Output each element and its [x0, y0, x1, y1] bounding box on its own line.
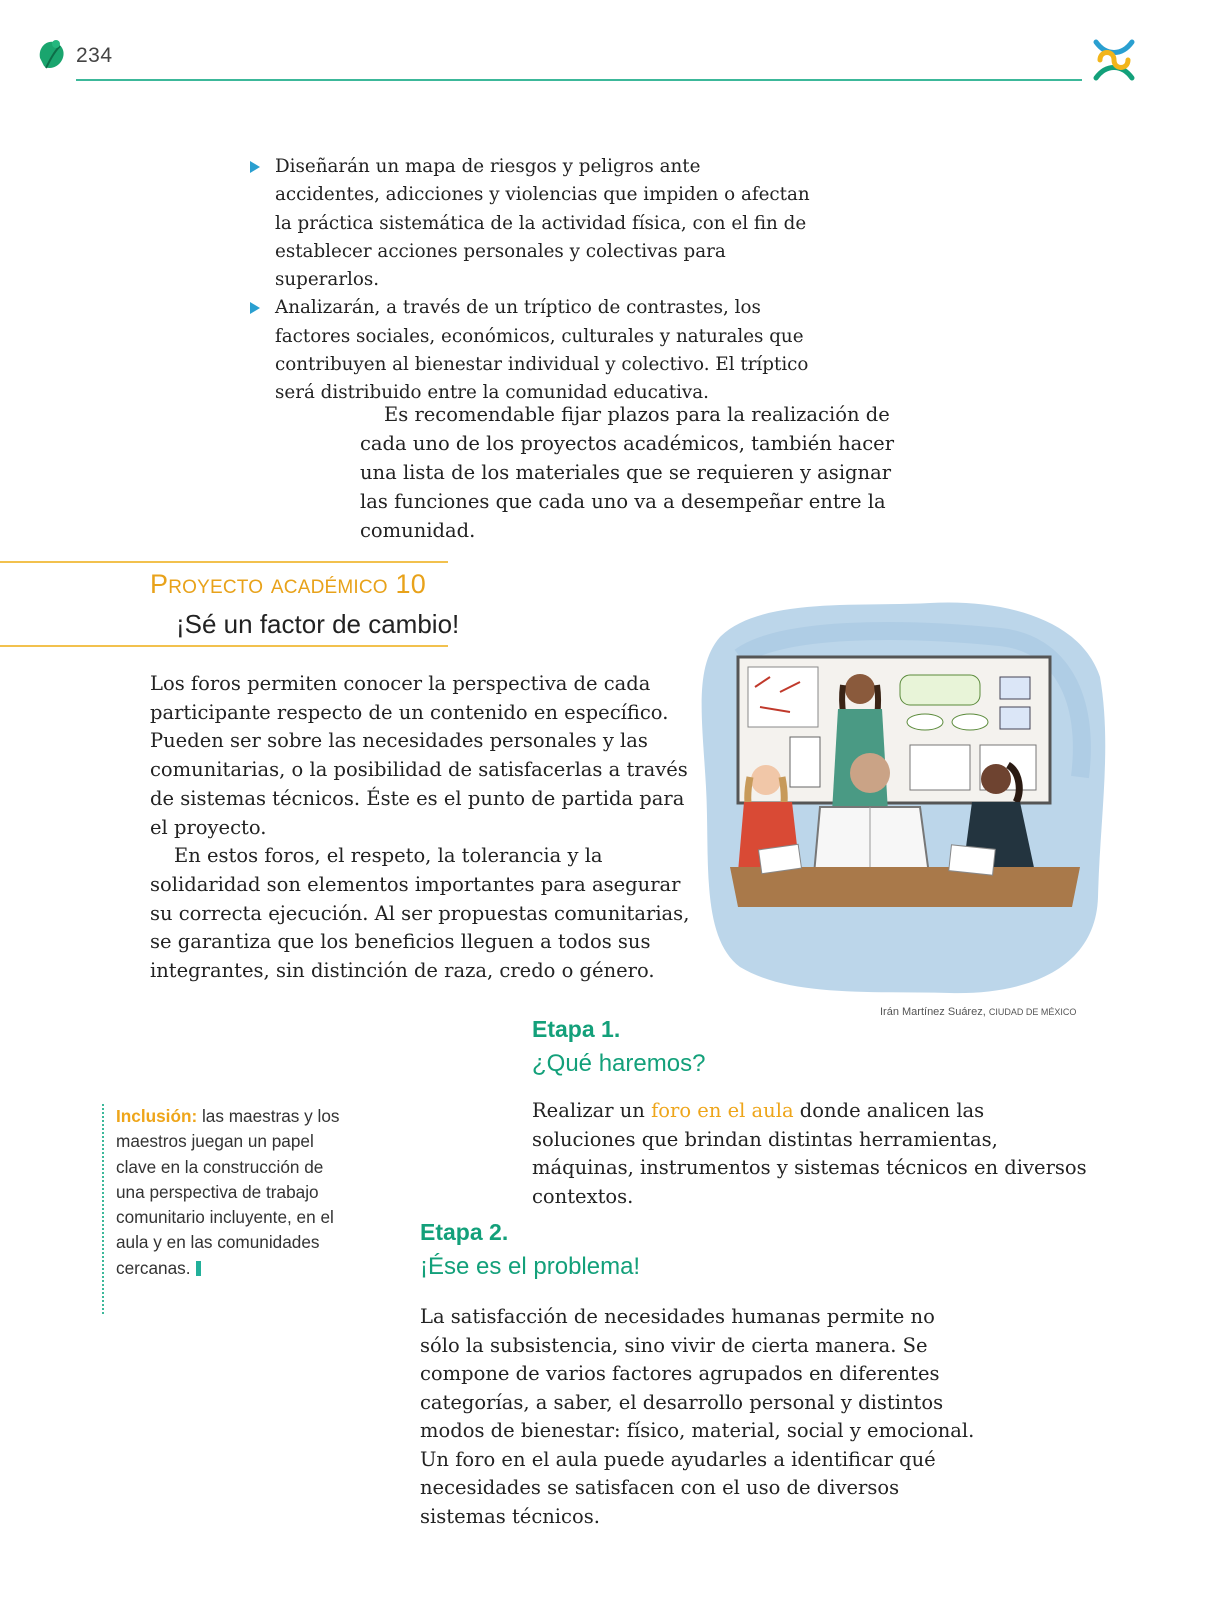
- heading-rule-bottom: [0, 645, 448, 647]
- header-rule: [76, 79, 1082, 81]
- leaf-logo-icon: [36, 38, 68, 74]
- etapa-2-title: Etapa 2.: [420, 1219, 509, 1245]
- etapa-1-paragraph: Realizar un foro en el aula donde analicen las soluciones que brindan distintas herramientas, máquinas, instrumentos y sistemas técnicos en diversos contextos.: [532, 1099, 1087, 1208]
- illustration-credit: Irán Martínez Suárez, CIUDAD DE MÉXICO: [880, 1006, 1077, 1018]
- project-subtitle: ¡Sé un factor de cambio!: [176, 609, 460, 639]
- etapa-1-title: Etapa 1.: [532, 1016, 621, 1042]
- list-item: Analizarán, a través de un tríptico de contrastes, los factores sociales, económicos, culturales y naturales que contribuyen al bienestar individual y colectivo. El tríptico será distribuido entre la comunidad educativa.: [250, 294, 810, 407]
- inclusion-note: Inclusión: las maestras y los maestros juegan un papel clave en la construcción de una perspectiva de trabajo comunitario incluyente, en el aula y en las comunidades cercanas.: [116, 1106, 340, 1278]
- intro-bullet-list: [250, 153, 810, 408]
- triangle-bullet-icon: [250, 161, 260, 173]
- etapa-2-paragraph: La satisfacción de necesidades humanas permite no sólo la subsistencia, sino vivir de cierta manera. Se compone de varios factores agrupados en diferentes categorías, a saber, el desarrollo personal y distintos modos de bienestar: físico, material, social y emocional. Un foro en el aula puede ayudarles a identificar qué necesidades se satisfacen con el uso de diversos sistemas técnicos.: [420, 1305, 975, 1528]
- etapa-1-subtitle: ¿Qué haremos?: [532, 1050, 706, 1077]
- project-title: Proyecto académico 10: [150, 569, 426, 599]
- classroom-forum-illustration: [700, 597, 1112, 999]
- note-end-marker-icon: [196, 1261, 201, 1276]
- note-dotted-rule: [102, 1104, 104, 1314]
- note-label: Inclusión:: [116, 1106, 198, 1126]
- intro-paragraph: Es recomendable fijar plazos para la realización de cada uno de los proyectos académicos, también hacer una lista de los materiales que se requieren y asignar las funciones que cada uno va a desempeñar entre la comunidad.: [360, 403, 895, 542]
- heading-rule-top: [0, 561, 448, 563]
- highlight-text: foro en el aula: [651, 1099, 794, 1122]
- page-number: 234: [76, 44, 113, 67]
- knot-logo-icon: [1088, 34, 1140, 86]
- etapa-2-subtitle: ¡Ése es el problema!: [420, 1253, 641, 1280]
- body-paragraph: En estos foros, el respeto, la tolerancia y la solidaridad son elementos importantes para asegurar su correcta ejecución. Al ser propuestas comunitarias, se garantiza que los beneficios lleguen a todos sus integrantes, sin distinción de raza, credo o género.: [150, 844, 690, 983]
- list-item: Diseñarán un mapa de riesgos y peligros ante accidentes, adicciones y violencias que impiden o afectan la práctica sistemática de la actividad física, con el fin de establecer acciones personales y colectivas para superarlos.: [250, 153, 810, 294]
- triangle-bullet-icon: [250, 302, 260, 314]
- project-body: [150, 670, 690, 986]
- body-paragraph: Los foros permiten conocer la perspectiva de cada participante respecto de un contenido en específico. Pueden ser sobre las necesidades personales y las comunitarias, o la posibilidad de satisfacerlas a través de sistemas técnicos. Éste es el punto de partida para el proyecto.: [150, 672, 688, 839]
